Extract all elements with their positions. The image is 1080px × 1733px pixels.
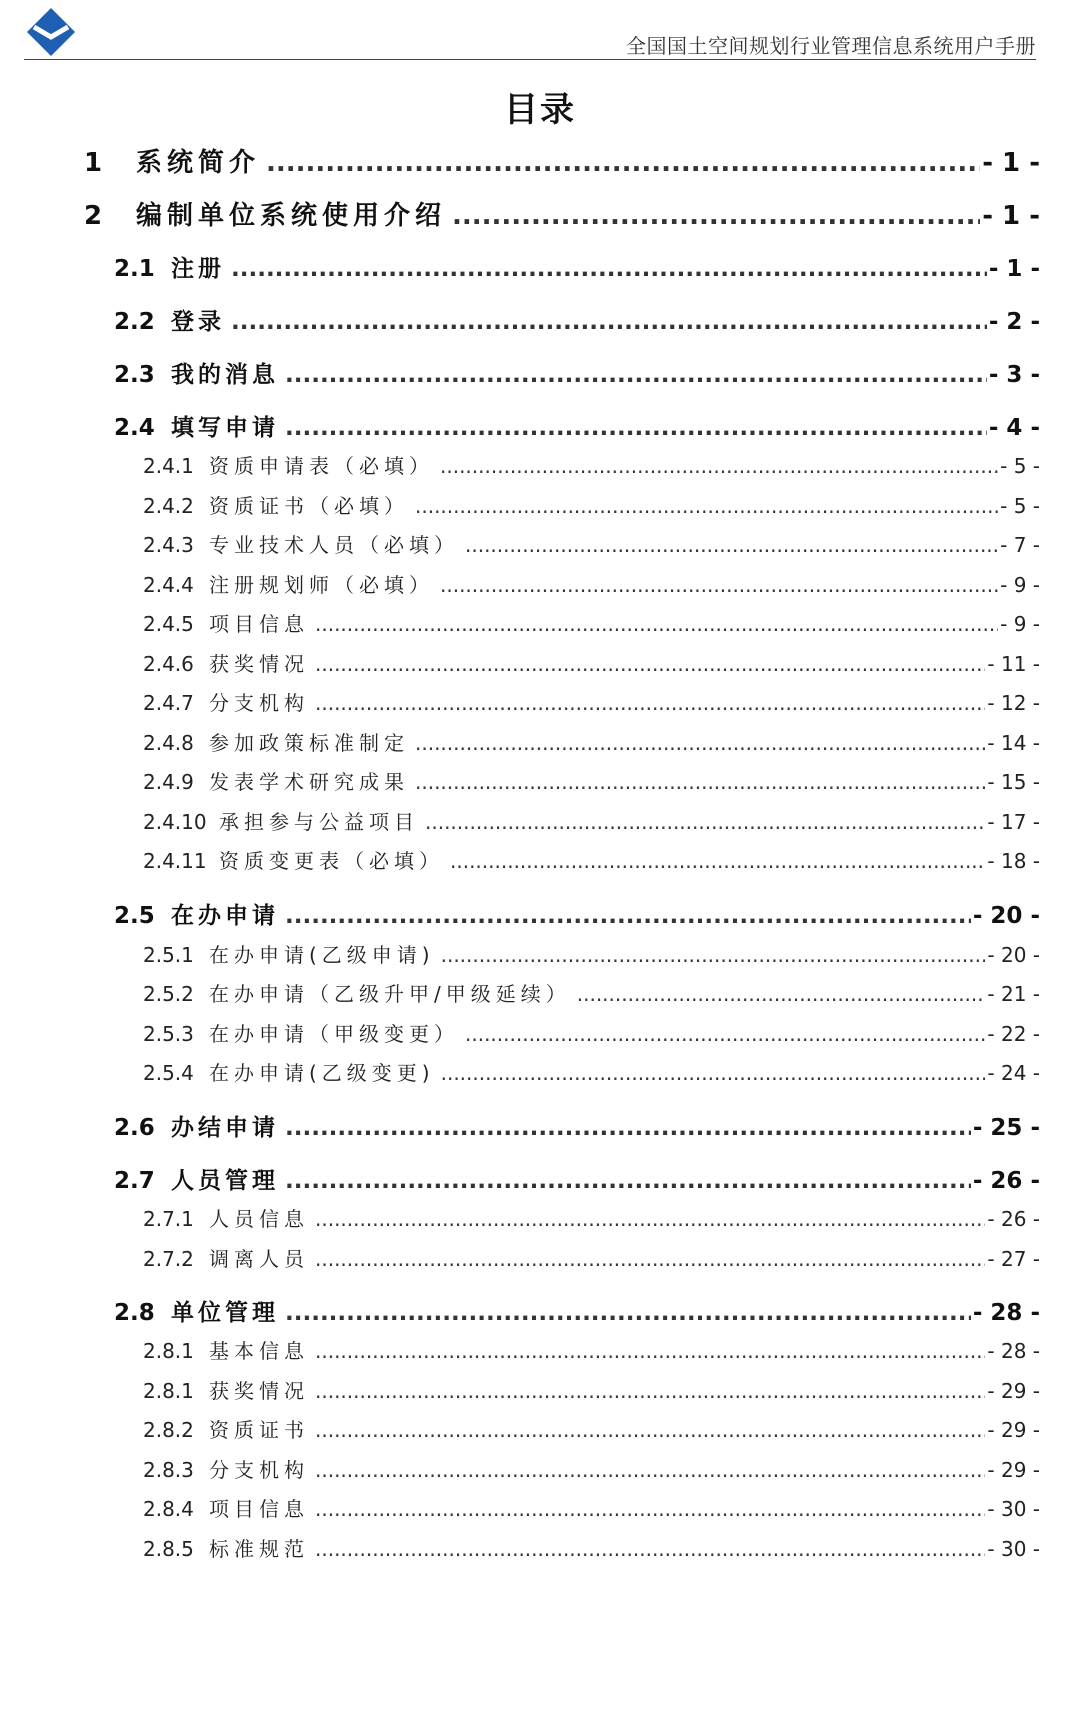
toc-entry[interactable] xyxy=(143,490,1040,522)
toc-entry-page-number: - 5 - xyxy=(1000,454,1040,478)
toc-entry-page-number: - 22 - xyxy=(987,1022,1040,1046)
toc-entry-title: 资质申请表（必填） xyxy=(209,454,434,478)
toc-dot-leader xyxy=(415,770,985,794)
toc-entry-number: 2.4.8 xyxy=(143,731,194,755)
toc-entry-number: 2.8.2 xyxy=(143,1418,194,1442)
toc-entry-page-number: - 2 - xyxy=(988,309,1040,335)
toc-entry-page-number: - 21 - xyxy=(987,982,1040,1006)
toc-entry-page-number: - 1 - xyxy=(982,201,1040,231)
toc-entry-number: 2.7.2 xyxy=(143,1247,194,1271)
toc-dot-leader xyxy=(315,652,985,676)
toc-entry[interactable] xyxy=(143,1533,1040,1565)
toc-entry[interactable] xyxy=(143,569,1040,601)
toc-entry-page-number: - 27 - xyxy=(987,1247,1040,1271)
toc-entry-title: 单位管理 xyxy=(171,1300,279,1326)
toc-entry[interactable] xyxy=(143,529,1040,561)
toc-entry-number: 2.4.6 xyxy=(143,652,194,676)
toc-entry[interactable] xyxy=(143,1454,1040,1486)
toc-heading: 目录 xyxy=(504,90,576,130)
toc-entry-title: 项目信息 xyxy=(209,612,309,636)
toc-entry[interactable] xyxy=(114,897,1040,933)
toc-entry-title: 登录 xyxy=(171,309,225,335)
toc-entry-title: 在办申请(乙级申请) xyxy=(209,943,435,967)
toc-dot-leader xyxy=(440,573,998,597)
toc-entry[interactable] xyxy=(143,1057,1040,1089)
toc-entry-title: 人员信息 xyxy=(209,1207,309,1231)
toc-entry[interactable] xyxy=(84,195,1040,235)
toc-dot-leader xyxy=(441,943,986,967)
toc-entry[interactable] xyxy=(143,727,1040,759)
toc-entry-title: 分支机构 xyxy=(209,1458,309,1482)
toc-entry[interactable] xyxy=(143,1243,1040,1275)
toc-dot-leader xyxy=(315,1247,985,1271)
toc-entry-title: 承担参与公益项目 xyxy=(219,810,419,834)
toc-entry-number: 2.2 xyxy=(114,309,155,335)
toc-entry-number: 2.3 xyxy=(114,362,155,388)
toc-entry[interactable] xyxy=(143,450,1040,482)
toc-entry-page-number: - 29 - xyxy=(987,1379,1040,1403)
toc-entry-number: 2.8.1 xyxy=(143,1339,194,1363)
toc-dot-leader xyxy=(315,612,998,636)
toc-entry-title: 获奖情况 xyxy=(209,1379,309,1403)
toc-entry[interactable] xyxy=(114,250,1040,286)
toc-entry[interactable] xyxy=(114,303,1040,339)
toc-entry-number: 2.8.4 xyxy=(143,1497,194,1521)
toc-entry-title: 专业技术人员（必填） xyxy=(209,533,459,557)
toc-entry[interactable] xyxy=(114,1294,1040,1330)
toc-entry-title: 在办申请 xyxy=(171,903,279,929)
toc-entry-title: 标准规范 xyxy=(209,1537,309,1561)
toc-entry-number: 2.4.1 xyxy=(143,454,194,478)
toc-entry-page-number: - 28 - xyxy=(987,1339,1040,1363)
toc-entry[interactable] xyxy=(84,142,1040,182)
toc-entry-number: 2.8 xyxy=(114,1300,155,1326)
toc-entry[interactable] xyxy=(143,978,1040,1010)
toc-dot-leader xyxy=(315,1497,985,1521)
toc-entry[interactable] xyxy=(143,608,1040,640)
toc-entry-page-number: - 7 - xyxy=(1000,533,1040,557)
toc-dot-leader xyxy=(231,309,987,335)
toc-entry-number: 2.5.3 xyxy=(143,1022,194,1046)
toc-entry-title: 系统简介 xyxy=(136,148,261,178)
toc-dot-leader xyxy=(440,454,998,478)
toc-entry-title: 人员管理 xyxy=(171,1168,279,1194)
toc-dot-leader xyxy=(315,1458,985,1482)
toc-dot-leader xyxy=(415,731,985,755)
toc-entry-page-number: - 25 - xyxy=(972,1115,1040,1141)
toc-entry-title: 项目信息 xyxy=(209,1497,309,1521)
toc-dot-leader xyxy=(315,1207,985,1231)
toc-entry-number: 2.4.10 xyxy=(143,810,207,834)
toc-entry-page-number: - 20 - xyxy=(972,903,1040,929)
toc-entry-number: 2.8.3 xyxy=(143,1458,194,1482)
toc-entry[interactable] xyxy=(114,1109,1040,1145)
toc-entry-number: 2.4 xyxy=(114,415,155,441)
toc-dot-leader xyxy=(285,1300,971,1326)
toc-entry-number: 2.4.5 xyxy=(143,612,194,636)
toc-dot-leader xyxy=(285,903,971,929)
toc-dot-leader xyxy=(315,1418,985,1442)
toc-entry[interactable] xyxy=(143,845,1040,877)
toc-entry-page-number: - 30 - xyxy=(987,1537,1040,1561)
toc-entry-page-number: - 1 - xyxy=(988,256,1040,282)
toc-entry-number: 2.5.2 xyxy=(143,982,194,1006)
toc-entry-page-number: - 29 - xyxy=(987,1418,1040,1442)
toc-dot-leader xyxy=(465,1022,985,1046)
toc-entry-page-number: - 1 - xyxy=(982,148,1040,178)
toc-entry-title: 在办申请(乙级变更) xyxy=(209,1061,435,1085)
toc-entry-title: 注册规划师（必填） xyxy=(209,573,434,597)
toc-dot-leader xyxy=(285,362,987,388)
toc-entry-title: 我的消息 xyxy=(171,362,279,388)
toc-entry[interactable] xyxy=(143,1375,1040,1407)
toc-entry-number: 2.8.1 xyxy=(143,1379,194,1403)
toc-dot-leader xyxy=(231,256,987,282)
toc-entry-title: 在办申请（乙级升甲/甲级延续） xyxy=(209,982,571,1006)
toc-entry-title: 参加政策标准制定 xyxy=(209,731,409,755)
toc-entry-title: 资质证书 xyxy=(209,1418,309,1442)
toc-entry[interactable] xyxy=(143,1414,1040,1446)
toc-entry-page-number: - 3 - xyxy=(988,362,1040,388)
toc-entry-page-number: - 18 - xyxy=(987,849,1040,873)
toc-entry-number: 2.7 xyxy=(114,1168,155,1194)
toc-dot-leader xyxy=(441,1061,986,1085)
toc-entry-title: 办结申请 xyxy=(171,1115,279,1141)
toc-entry-number: 2.1 xyxy=(114,256,155,282)
toc-entry[interactable] xyxy=(114,356,1040,392)
toc-entry[interactable] xyxy=(143,806,1040,838)
toc-entry[interactable] xyxy=(143,1203,1040,1235)
toc-entry-title: 调离人员 xyxy=(209,1247,309,1271)
toc-dot-leader xyxy=(425,810,985,834)
toc-entry-number: 2.4.9 xyxy=(143,770,194,794)
toc-entry-page-number: - 26 - xyxy=(987,1207,1040,1231)
toc-entry[interactable] xyxy=(143,648,1040,680)
toc-entry-number: 2.5 xyxy=(114,903,155,929)
toc-entry-page-number: - 17 - xyxy=(987,810,1040,834)
toc-dot-leader xyxy=(285,1115,971,1141)
toc-entry-page-number: - 9 - xyxy=(1000,612,1040,636)
toc-entry-number: 2.5.1 xyxy=(143,943,194,967)
toc-entry-title: 填写申请 xyxy=(171,415,279,441)
toc-entry-page-number: - 28 - xyxy=(972,1300,1040,1326)
toc-entry[interactable] xyxy=(143,687,1040,719)
toc-entry-title: 获奖情况 xyxy=(209,652,309,676)
toc-entry-title: 分支机构 xyxy=(209,691,309,715)
toc-entry[interactable] xyxy=(114,409,1040,445)
toc-entry-number: 2.8.5 xyxy=(143,1537,194,1561)
toc-entry-page-number: - 14 - xyxy=(987,731,1040,755)
toc-dot-leader xyxy=(452,201,980,231)
toc-entry-title: 注册 xyxy=(171,256,225,282)
toc-entry-page-number: - 12 - xyxy=(987,691,1040,715)
toc-dot-leader xyxy=(415,494,998,518)
toc-entry-number: 2 xyxy=(84,201,103,231)
toc-entry-number: 2.4.11 xyxy=(143,849,207,873)
toc-entry-title: 编制单位系统使用介绍 xyxy=(136,201,447,231)
toc-entry[interactable] xyxy=(114,1162,1040,1198)
toc-dot-leader xyxy=(315,691,985,715)
toc-entry-number: 1 xyxy=(84,148,103,178)
toc-entry-page-number: - 15 - xyxy=(987,770,1040,794)
toc-dot-leader xyxy=(315,1339,985,1363)
toc-dot-leader xyxy=(285,415,987,441)
toc-dot-leader xyxy=(450,849,985,873)
toc-entry-title: 基本信息 xyxy=(209,1339,309,1363)
toc-entry-title: 发表学术研究成果 xyxy=(209,770,409,794)
toc-dot-leader xyxy=(465,533,998,557)
toc-entry-page-number: - 9 - xyxy=(1000,573,1040,597)
toc-dot-leader xyxy=(315,1379,985,1403)
toc-entry-title: 在办申请（甲级变更） xyxy=(209,1022,459,1046)
toc-entry-page-number: - 30 - xyxy=(987,1497,1040,1521)
toc-entry-page-number: - 24 - xyxy=(987,1061,1040,1085)
toc-entry-number: 2.4.4 xyxy=(143,573,194,597)
toc-entry-number: 2.5.4 xyxy=(143,1061,194,1085)
toc-entry[interactable] xyxy=(143,1335,1040,1367)
toc-entry-number: 2.4.7 xyxy=(143,691,194,715)
toc-entry-page-number: - 20 - xyxy=(987,943,1040,967)
toc-entry-page-number: - 11 - xyxy=(987,652,1040,676)
toc-entry-number: 2.4.2 xyxy=(143,494,194,518)
toc-dot-leader xyxy=(285,1168,971,1194)
toc-entry-page-number: - 29 - xyxy=(987,1458,1040,1482)
toc-entry-page-number: - 26 - xyxy=(972,1168,1040,1194)
toc-entry[interactable] xyxy=(143,939,1040,971)
document-header-title: 全国国土空间规划行业管理信息系统用户手册 xyxy=(626,34,1036,58)
toc-entry[interactable] xyxy=(143,1493,1040,1525)
toc-entry[interactable] xyxy=(143,766,1040,798)
toc-dot-leader xyxy=(315,1537,985,1561)
toc-entry-title: 资质变更表（必填） xyxy=(219,849,444,873)
toc-entry-number: 2.6 xyxy=(114,1115,155,1141)
toc-entry-title: 资质证书（必填） xyxy=(209,494,409,518)
toc-dot-leader xyxy=(577,982,986,1006)
toc-entry-page-number: - 4 - xyxy=(988,415,1040,441)
toc-entry[interactable] xyxy=(143,1018,1040,1050)
toc-entry-number: 2.7.1 xyxy=(143,1207,194,1231)
toc-entry-number: 2.4.3 xyxy=(143,533,194,557)
toc-entry-page-number: - 5 - xyxy=(1000,494,1040,518)
toc-dot-leader xyxy=(266,148,980,178)
